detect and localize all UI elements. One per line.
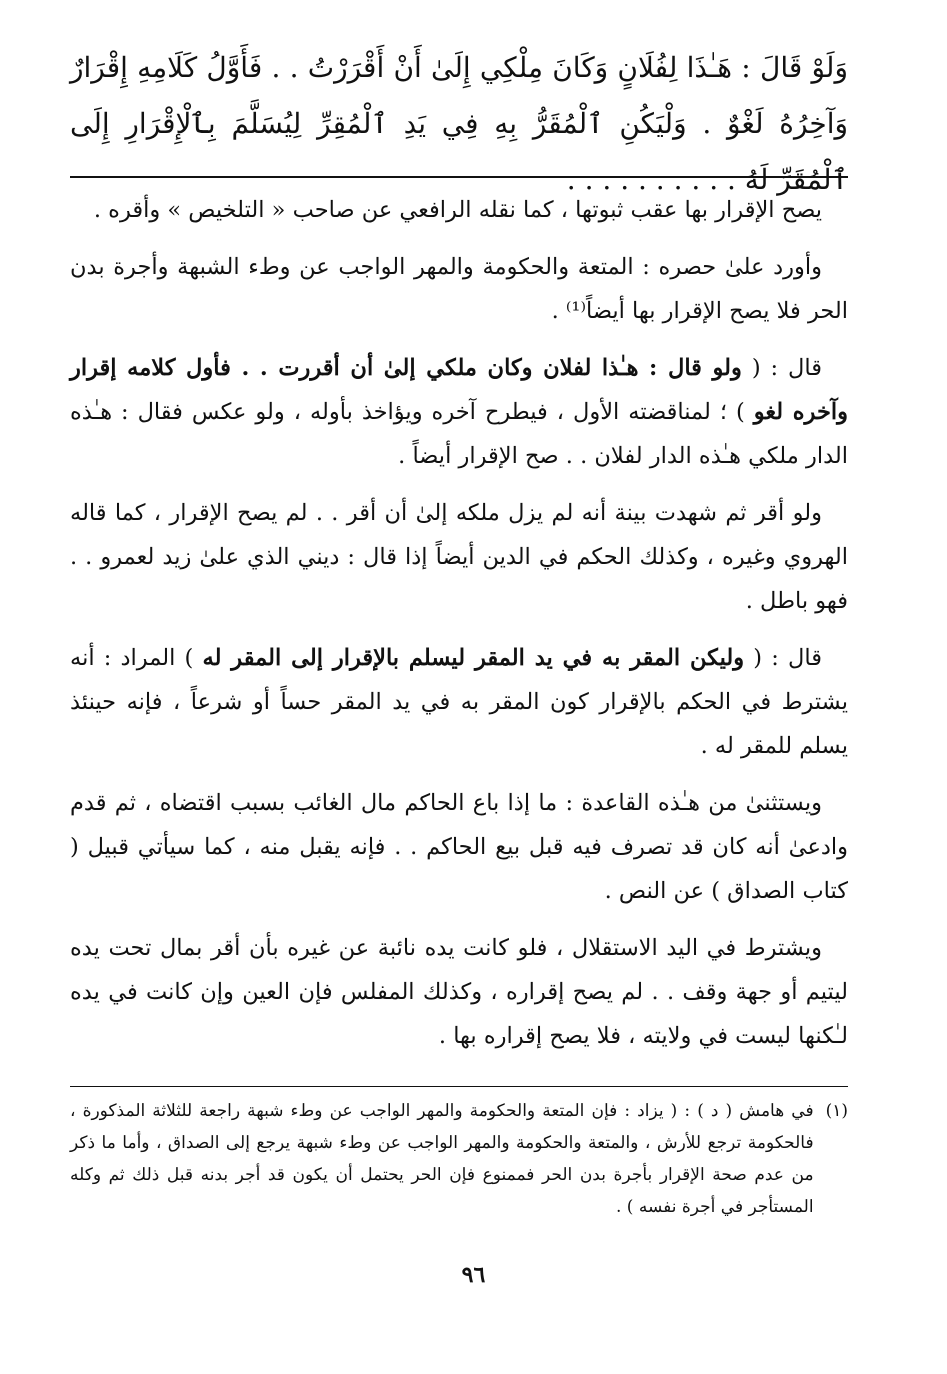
- page-number: ٩٦: [461, 1262, 486, 1288]
- quoted-matn: ولو قال : هـٰذا لفلان وكان ملكي إلىٰ أن أقررت . . فأول كلامه إقرار وآخره لغو: [70, 355, 848, 425]
- footnote-number: (١): [825, 1101, 848, 1121]
- commentary-paragraph-4: ولو أقر ثم شهدت بينة أنه لم يزل ملكه إلىٰ أن أقر . . لم يصح الإقرار ، كما قاله الهروي وغيره ، وكذلك الحكم في الدين أيضاً إذا قال : ديني الذي علىٰ زيد لعمرو . . فهو باطل .: [70, 500, 848, 614]
- commentary-paragraph-5: [70, 636, 848, 768]
- commentary-paragraph-7: ويشترط في اليد الاستقلال ، فلو كانت يده نائبة عن غيره بأن أقر بمال تحت يده ليتيم أو جهة وقف . . لم يصح إقراره ، وكذلك المفلس فإن العين وإن كانت في يده لـٰكنها ليست في ولايته ، فلا يصح إقراره بها .: [70, 935, 848, 1049]
- footnote-text: في هامش ( د ) : ( يزاد : فإن المتعة والحكومة والمهر الواجب عن وطء شبهة راجعة للثلاثة المذكورة ، فالحكومة ترجع للأرش ، والمتعة والحكومة والمهر الواجب عن وطء شبهة يرجع إلى الصداق ، وأما ما ذكر من عدم صحة الإقرار بأجرة بدن الحر فممنوع فإن الحر يحتمل أن يكون قد أجر بدنه قبل ذلك ثم وكله المستأجر في أجرة نفسه ) .: [70, 1101, 814, 1217]
- commentary-text: ) ؛ لمناقضته الأول ، فيطرح آخره ويؤاخذ بأوله ، ولو عكس فقال : هـٰذه الدار ملكي هـٰذه الدار لفلان . . صح الإقرار أيضاً .: [70, 399, 848, 469]
- quote-open: قال : (: [741, 355, 822, 381]
- footnote-separator: [70, 1086, 848, 1087]
- commentary-paragraph-3: [70, 346, 848, 478]
- commentary: [70, 188, 848, 1058]
- commentary-text: ) المراد : أنه يشترط في الحكم بالإقرار كون المقر به في يد المقر حساً أو شرعاً ، فإنه حينئذ يسلم للمقر له .: [70, 645, 848, 759]
- commentary-paragraph-1: يصح الإقرار بها عقب ثبوتها ، كما نقله الرافعي عن صاحب « التلخيص » وأقره .: [93, 197, 822, 223]
- commentary-paragraph-6: ويستثنىٰ من هـٰذه القاعدة : ما إذا باع الحاكم مال الغائب بسبب اقتضاه ، ثم قدم وادعىٰ أنه كان قد تصرف فيه قبل بيع الحاكم . . فإنه يقبل منه ، كما سيأتي قبيل ( كتاب الصداق ) عن النص .: [70, 790, 848, 904]
- matn-text: وَلَوْ قَالَ : هَـٰذَا لِفُلَانٍ وَكَانَ مِلْكِي إِلَىٰ أَنْ أَقْرَرْتُ . . فَأَوَّلُ كَلَامِهِ إِقْرَارٌ وَآخِرُهُ لَغْوٌ . وَلْيَكُنِ ٱلْمُقَرُّ بِهِ فِي يَدِ ٱلْمُقِرِّ لِيُسَلَّمَ بِٱلْإِقْرَارِ إِلَى ٱلْمُقَرِّ لَهُ . . . . . . . . . .: [70, 51, 848, 196]
- commentary-paragraph-2: وأورد علىٰ حصره : المتعة والحكومة والمهر الواجب عن وطء الشبهة وأجرة بدن الحر فلا يصح الإقرار بها أيضاً⁽¹⁾ .: [70, 254, 848, 324]
- quoted-matn: وليكن المقر به في يد المقر ليسلم بالإقرار إلى المقر له: [202, 645, 745, 671]
- book-page: [70, 40, 848, 1330]
- footnote: [70, 1095, 848, 1223]
- quote-open: قال : (: [744, 645, 823, 671]
